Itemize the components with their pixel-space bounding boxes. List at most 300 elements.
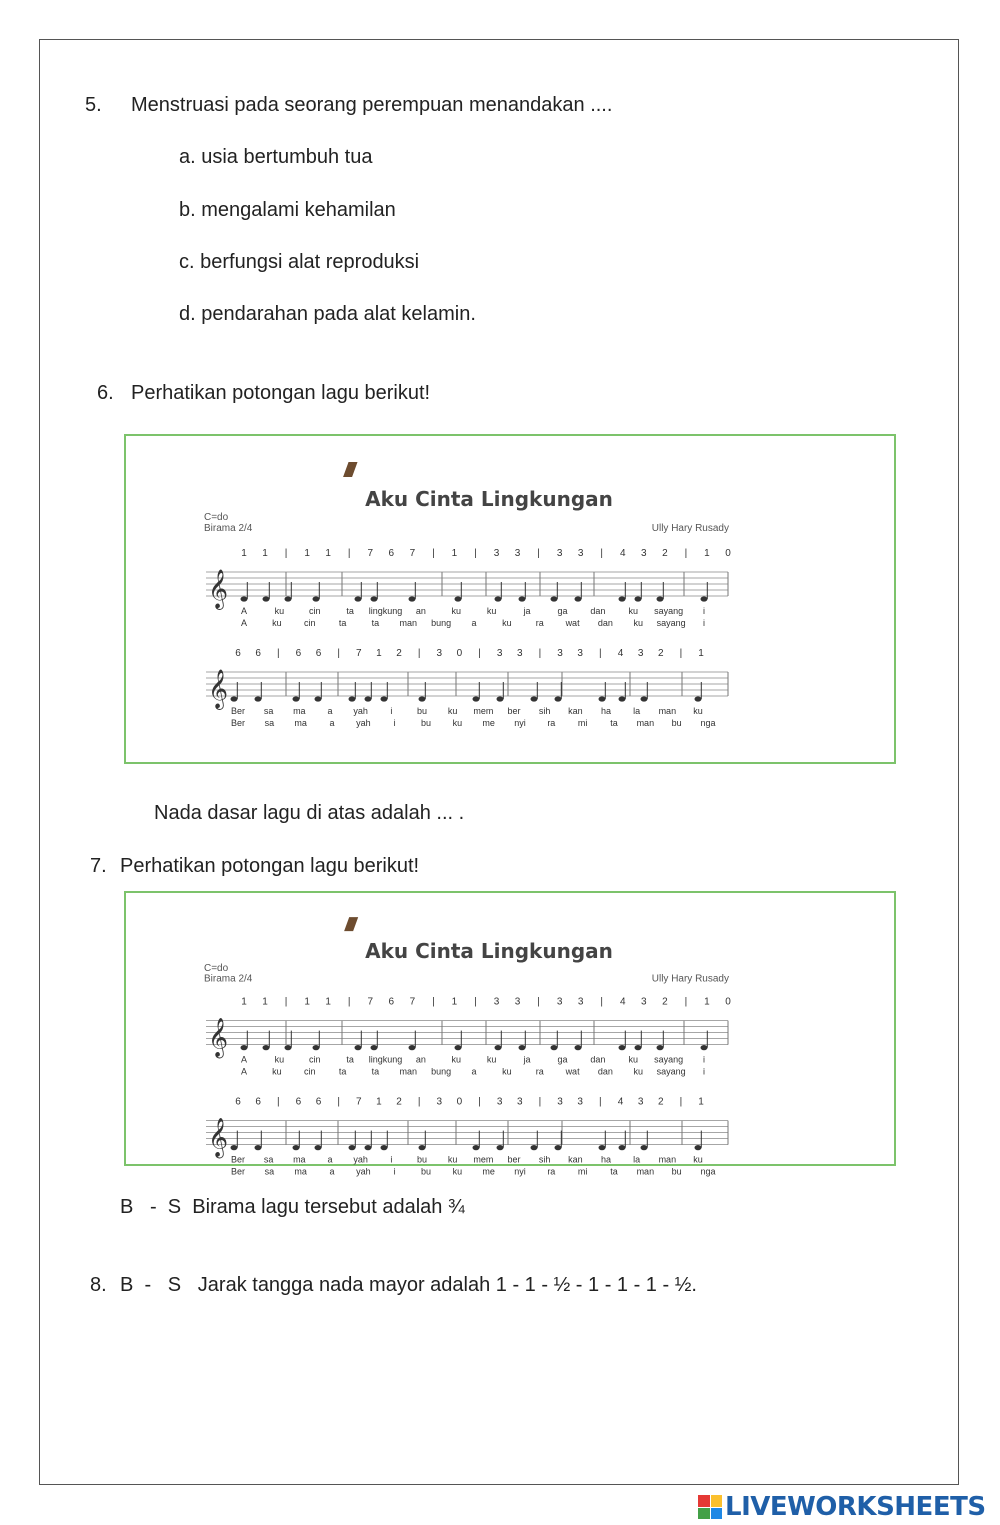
lyric-syllable: man — [636, 718, 655, 728]
note-head — [419, 1145, 426, 1150]
song-image-q7 — [124, 891, 896, 1177]
pencil-icon — [344, 917, 358, 931]
note-head — [551, 596, 558, 601]
lyric-syllable: ku — [452, 718, 463, 728]
note-head — [695, 1145, 702, 1150]
lyric-syllable: i — [703, 1066, 705, 1077]
note-head — [285, 1045, 292, 1050]
lyric-syllable: ma — [293, 706, 306, 716]
lyric-syllable: ra — [535, 618, 544, 628]
solfa-number: 2 — [396, 1096, 402, 1108]
solfa-number: | — [537, 548, 540, 559]
solfa-number: | — [432, 996, 435, 1008]
note-head — [619, 596, 626, 601]
note-head — [519, 1045, 526, 1050]
lyric-syllable: ta — [338, 1066, 347, 1077]
solfa-number: 1 — [376, 1096, 382, 1108]
lyric-syllable: man — [658, 1154, 677, 1165]
solfa-number: 1 — [698, 648, 704, 659]
solfa-number: | — [474, 996, 477, 1008]
solfa-number: 0 — [456, 648, 463, 659]
note-head — [635, 1045, 642, 1050]
lyric-syllable: a — [329, 718, 335, 728]
solfa-number: 6 — [235, 1096, 241, 1108]
solfa-number: 7 — [367, 548, 374, 559]
note-head — [555, 696, 562, 701]
song-composer: Ully Hary Rusady — [651, 523, 729, 534]
lyric-syllable: Ber — [230, 1154, 246, 1165]
lyric-syllable: man — [658, 706, 677, 716]
lyric-syllable: sayang — [656, 618, 686, 628]
lyric-syllable: ta — [610, 1166, 618, 1177]
note-head — [695, 696, 702, 701]
solfa-number: 6 — [255, 648, 261, 659]
solfa-number: 6 — [295, 1096, 302, 1108]
lyric-syllable: ku — [502, 1066, 512, 1077]
note-head — [619, 1045, 626, 1050]
note-head — [409, 596, 416, 601]
note-head — [241, 1045, 248, 1050]
lyric-syllable: ma — [294, 1166, 307, 1177]
solfa-number: 2 — [657, 648, 664, 659]
lyric-syllable: bu — [420, 1166, 432, 1177]
solfa-number: 3 — [556, 548, 563, 559]
lw-logo-icon — [698, 1495, 722, 1519]
song-meter: Birama 2/4 — [204, 973, 253, 985]
lyric-syllable: sa — [263, 706, 274, 716]
lyric-syllable: kan — [568, 1154, 583, 1165]
note-head — [313, 1045, 320, 1050]
song-notation — [126, 436, 898, 766]
lyric-syllable: ku — [447, 1154, 458, 1165]
lyric-syllable: ma — [294, 718, 307, 728]
lyric-syllable: mi — [577, 718, 588, 728]
lyric-syllable: cin — [303, 1066, 316, 1077]
lyric-syllable: nga — [700, 718, 716, 728]
lyric-syllable: bung — [431, 618, 452, 628]
lyric-syllable: ma — [293, 1154, 306, 1165]
lyric-syllable: yah — [353, 706, 368, 716]
pencil-icon — [343, 462, 357, 477]
note-head — [349, 696, 356, 701]
solfa-number: | — [679, 1096, 683, 1108]
solfa-number: 3 — [514, 996, 521, 1008]
solfa-number: | — [347, 996, 351, 1008]
lyric-syllable: ku — [447, 706, 458, 716]
lyric-syllable: dan — [590, 606, 606, 616]
lyric-syllable: ku — [272, 618, 282, 628]
q7-statement[interactable]: B - S Birama lagu tersebut adalah ¾ — [120, 1196, 465, 1218]
lyric-syllable: a — [471, 618, 477, 628]
q6-number: 6. — [97, 382, 114, 404]
treble-clef-icon: 𝄞 — [208, 569, 229, 609]
solfa-number: 1 — [241, 996, 247, 1008]
q5-option-a[interactable]: a. usia bertumbuh tua — [179, 146, 373, 168]
solfa-number: | — [478, 648, 481, 659]
solfa-number: | — [684, 548, 688, 559]
note-head — [263, 1045, 270, 1050]
note-head — [255, 696, 262, 701]
lyric-syllable: ku — [633, 1066, 644, 1077]
lyric-syllable: man — [636, 1166, 655, 1177]
note-head — [473, 1145, 480, 1150]
solfa-number: 4 — [620, 548, 626, 559]
lyric-syllable: ta — [346, 606, 354, 616]
solfa-number: 3 — [514, 548, 521, 559]
solfa-number: 7 — [356, 648, 362, 659]
lyric-syllable: ber — [507, 706, 521, 716]
lyric-syllable: i — [390, 706, 393, 716]
solfa-number: | — [284, 996, 288, 1008]
solfa-number: | — [432, 548, 435, 559]
note-head — [599, 1145, 606, 1150]
solfa-number: 1 — [241, 548, 247, 559]
solfa-number: 6 — [255, 1096, 261, 1108]
note-head — [241, 596, 248, 601]
note-head — [641, 696, 648, 701]
solfa-number: 2 — [662, 548, 668, 559]
lyric-syllable: A — [240, 1066, 248, 1077]
lyric-syllable: ta — [371, 618, 380, 628]
lyric-syllable: ku — [486, 1054, 497, 1065]
note-head — [635, 596, 642, 601]
lyric-syllable: wat — [565, 1066, 580, 1077]
lyric-syllable: me — [482, 718, 495, 728]
lyric-syllable: sa — [263, 1154, 274, 1165]
lyric-syllable: ber — [507, 1154, 521, 1165]
lyric-syllable: i — [703, 618, 705, 628]
note-head — [293, 1145, 300, 1150]
treble-clef-icon: 𝄞 — [208, 1117, 229, 1158]
lyric-syllable: sayang — [654, 606, 684, 616]
lyric-syllable: ku — [272, 1066, 282, 1077]
lyric-syllable: nyi — [514, 718, 526, 728]
lyric-syllable: A — [240, 1054, 248, 1065]
lyric-syllable: bu — [416, 1154, 428, 1165]
note-head — [619, 1145, 626, 1150]
solfa-number: | — [417, 648, 421, 659]
solfa-number: 4 — [617, 1096, 624, 1108]
solfa-number: | — [537, 996, 540, 1008]
solfa-number: 3 — [641, 548, 647, 559]
lyric-syllable: ta — [338, 618, 347, 628]
note-head — [701, 1045, 708, 1050]
solfa-number: 1 — [262, 548, 268, 559]
solfa-number: 1 — [704, 548, 710, 559]
solfa-number: 3 — [496, 1096, 503, 1108]
lyric-syllable: sa — [264, 1166, 275, 1177]
lyric-syllable: bu — [671, 718, 682, 728]
lyric-syllable: ra — [547, 718, 556, 728]
lyric-syllable: sayang — [654, 1054, 684, 1065]
lyric-syllable: dan — [597, 618, 613, 628]
lyric-syllable: an — [415, 1054, 426, 1065]
note-head — [495, 596, 502, 601]
note-head — [455, 1045, 462, 1050]
lyric-syllable: i — [703, 1054, 705, 1065]
note-head — [419, 696, 426, 701]
lyric-syllable: cin — [309, 1054, 321, 1065]
solfa-number: 1 — [704, 996, 710, 1008]
lyric-syllable: nga — [700, 1166, 716, 1177]
lyric-syllable: yah — [356, 718, 371, 728]
solfa-number: | — [599, 1096, 602, 1108]
q8-statement[interactable]: B - S Jarak tangga nada mayor adalah 1 - 1 - ½ - 1 - 1 - 1 - ½. — [120, 1274, 697, 1296]
q5-option-d[interactable]: d. pendarahan pada alat kelamin. — [179, 303, 476, 325]
solfa-number: 3 — [496, 648, 503, 659]
lyric-syllable: lingkung — [368, 606, 403, 616]
lyric-syllable: dan — [590, 1054, 606, 1065]
solfa-number: 1 — [304, 548, 310, 559]
treble-clef-icon: 𝄞 — [208, 1017, 229, 1058]
solfa-number: 0 — [725, 996, 731, 1008]
lyric-syllable: ha — [600, 1154, 612, 1165]
solfa-number: | — [276, 1096, 280, 1108]
note-head — [285, 596, 292, 601]
solfa-number: 2 — [396, 648, 402, 659]
q7-question: Perhatikan potongan lagu berikut! — [120, 855, 420, 877]
solfa-number: | — [347, 548, 351, 559]
lyric-syllable: ha — [600, 706, 612, 716]
lyric-syllable: ta — [610, 718, 618, 728]
lyric-syllable: Ber — [230, 718, 246, 728]
note-head — [355, 1045, 362, 1050]
lyric-syllable: ku — [693, 1154, 703, 1165]
solfa-number: 3 — [436, 1096, 443, 1108]
note-head — [231, 696, 238, 701]
lyric-syllable: a — [329, 1166, 335, 1177]
solfa-number: | — [284, 548, 288, 559]
lyric-syllable: ku — [628, 606, 638, 616]
solfa-number: 6 — [235, 648, 241, 659]
lyric-syllable: ku — [628, 1054, 638, 1065]
note-head — [315, 696, 322, 701]
note-head — [315, 1145, 322, 1150]
lyric-syllable: bu — [416, 706, 428, 716]
note-head — [701, 596, 708, 601]
lyric-syllable: a — [471, 1066, 477, 1077]
solfa-number: 2 — [657, 1096, 664, 1108]
q6-question: Perhatikan potongan lagu berikut! — [131, 382, 431, 404]
lyric-syllable: ku — [502, 618, 512, 628]
solfa-number: 4 — [617, 648, 624, 659]
solfa-number: 1 — [376, 648, 382, 659]
song-meter: Birama 2/4 — [204, 523, 253, 534]
lyric-syllable: sayang — [656, 1066, 686, 1077]
solfa-number: 6 — [388, 996, 395, 1008]
note-head — [531, 1145, 538, 1150]
lyric-syllable: i — [393, 1166, 396, 1177]
lyric-syllable: yah — [353, 1154, 368, 1165]
note-head — [355, 596, 362, 601]
note-head — [495, 1045, 502, 1050]
solfa-number: 3 — [641, 996, 647, 1008]
lyric-syllable: lingkung — [368, 1054, 403, 1065]
lyric-syllable: cin — [309, 606, 321, 616]
solfa-number: 3 — [557, 648, 563, 659]
lyric-syllable: ta — [346, 1054, 354, 1065]
solfa-number: | — [538, 1096, 542, 1108]
solfa-number: 3 — [577, 648, 583, 659]
song-image-q6 — [124, 434, 896, 764]
solfa-number: 1 — [325, 548, 331, 559]
solfa-number: 7 — [409, 548, 416, 559]
lyric-syllable: Ber — [230, 1166, 246, 1177]
solfa-number: 0 — [725, 548, 731, 559]
solfa-number: | — [417, 1096, 421, 1108]
lyric-syllable: ku — [452, 1166, 463, 1177]
solfa-number: 6 — [388, 548, 395, 559]
solfa-number: 3 — [556, 996, 563, 1008]
lyric-syllable: bu — [671, 1166, 682, 1177]
lyric-syllable: ga — [557, 606, 568, 616]
note-head — [293, 696, 300, 701]
solfa-number: 3 — [577, 548, 584, 559]
solfa-number: | — [337, 1096, 340, 1108]
song-title: Aku Cinta Lingkungan — [365, 939, 613, 964]
lyric-syllable: ku — [633, 618, 644, 628]
lyric-syllable: i — [393, 718, 396, 728]
lyric-syllable: bung — [431, 1066, 452, 1077]
song-key: C=do — [204, 963, 229, 975]
solfa-number: 6 — [315, 648, 322, 659]
lyric-syllable: ku — [274, 1054, 285, 1065]
song-title: Aku Cinta Lingkungan — [365, 487, 613, 511]
note-head — [473, 696, 480, 701]
note-head — [551, 1045, 558, 1050]
q5-option-b[interactable]: b. mengalami kehamilan — [179, 199, 396, 221]
solfa-number: 1 — [698, 1096, 704, 1108]
lyric-syllable: sih — [538, 706, 551, 716]
note-head — [497, 1145, 504, 1150]
solfa-number: 1 — [451, 548, 458, 559]
lyric-syllable: mi — [577, 1166, 588, 1177]
solfa-number: 3 — [493, 548, 500, 559]
note-head — [381, 1145, 388, 1150]
lyric-syllable: man — [399, 1066, 418, 1077]
solfa-number: | — [478, 1096, 481, 1108]
note-head — [555, 1145, 562, 1150]
note-head — [531, 696, 538, 701]
liveworksheets-logo[interactable] — [698, 1492, 986, 1522]
q8-number: 8. — [90, 1274, 107, 1296]
solfa-number: | — [538, 648, 542, 659]
lyric-syllable: me — [482, 1166, 495, 1177]
note-head — [497, 696, 504, 701]
note-head — [231, 1145, 238, 1150]
lyric-syllable: sih — [538, 1154, 551, 1165]
q5-option-c[interactable]: c. berfungsi alat reproduksi — [179, 251, 420, 273]
lyric-syllable: wat — [565, 618, 580, 628]
note-head — [619, 696, 626, 701]
solfa-number: | — [684, 996, 688, 1008]
solfa-number: 7 — [409, 996, 416, 1008]
note-head — [641, 1145, 648, 1150]
lyric-syllable: an — [415, 606, 426, 616]
note-head — [519, 596, 526, 601]
solfa-number: 1 — [262, 996, 268, 1008]
lyric-syllable: ku — [451, 606, 462, 616]
q5-number: 5. — [85, 94, 102, 116]
lyric-syllable: Ber — [230, 706, 246, 716]
solfa-number: | — [600, 548, 604, 559]
note-head — [599, 696, 606, 701]
solfa-number: 3 — [517, 648, 523, 659]
lyric-syllable: bu — [420, 718, 432, 728]
solfa-number: 7 — [367, 996, 374, 1008]
lyric-syllable: la — [633, 1154, 641, 1165]
lyric-syllable: a — [327, 706, 333, 716]
lyric-syllable: dan — [597, 1066, 613, 1077]
solfa-number: 4 — [620, 996, 626, 1008]
lyric-syllable: mem — [473, 706, 494, 716]
note-head — [381, 696, 388, 701]
solfa-number: 3 — [493, 996, 500, 1008]
solfa-number: 6 — [295, 648, 302, 659]
lyric-syllable: ku — [693, 706, 703, 716]
note-head — [371, 1045, 378, 1050]
treble-clef-icon: 𝄞 — [208, 669, 229, 709]
note-head — [255, 1145, 262, 1150]
solfa-number: 3 — [577, 996, 584, 1008]
solfa-number: 1 — [325, 996, 331, 1008]
song-composer: Ully Hary Rusady — [651, 973, 729, 985]
solfa-number: 3 — [637, 648, 644, 659]
note-head — [365, 1145, 372, 1150]
solfa-number: 3 — [517, 1096, 523, 1108]
solfa-number: 3 — [577, 1096, 583, 1108]
solfa-number: 1 — [451, 996, 458, 1008]
song-key: C=do — [204, 512, 229, 523]
lyric-syllable: ta — [371, 1066, 380, 1077]
note-head — [263, 596, 270, 601]
lyric-syllable: ja — [523, 606, 531, 616]
lyric-syllable: ra — [547, 1166, 556, 1177]
solfa-number: 1 — [304, 996, 310, 1008]
lyric-syllable: ku — [451, 1054, 462, 1065]
lyric-syllable: a — [327, 1154, 333, 1165]
solfa-number: 7 — [356, 1096, 362, 1108]
note-head — [455, 596, 462, 601]
lyric-syllable: ga — [557, 1054, 568, 1065]
lyric-syllable: i — [390, 1154, 393, 1165]
solfa-number: 0 — [456, 1096, 463, 1108]
lyric-syllable: A — [240, 606, 248, 616]
lyric-syllable: ra — [535, 1066, 544, 1077]
lyric-syllable: mem — [473, 1154, 494, 1165]
solfa-number: | — [600, 996, 604, 1008]
note-head — [313, 596, 320, 601]
lyric-syllable: ku — [274, 606, 285, 616]
q5-question: Menstruasi pada seorang perempuan menandakan .... — [131, 94, 613, 116]
lyric-syllable: sa — [264, 718, 275, 728]
q6-followup: Nada dasar lagu di atas adalah ... . — [154, 802, 465, 824]
solfa-number: 3 — [557, 1096, 563, 1108]
note-head — [409, 1045, 416, 1050]
lyric-syllable: yah — [356, 1166, 371, 1177]
solfa-number: | — [474, 548, 477, 559]
solfa-number: | — [276, 648, 280, 659]
lyric-syllable: la — [633, 706, 641, 716]
lyric-syllable: A — [240, 618, 248, 628]
note-head — [349, 1145, 356, 1150]
lyric-syllable: nyi — [514, 1166, 526, 1177]
brand-name: LIVEWORKSHEETS — [725, 1492, 986, 1522]
q7-number: 7. — [90, 855, 107, 877]
solfa-number: | — [599, 648, 602, 659]
solfa-number: | — [679, 648, 683, 659]
lyric-syllable: i — [703, 606, 705, 616]
